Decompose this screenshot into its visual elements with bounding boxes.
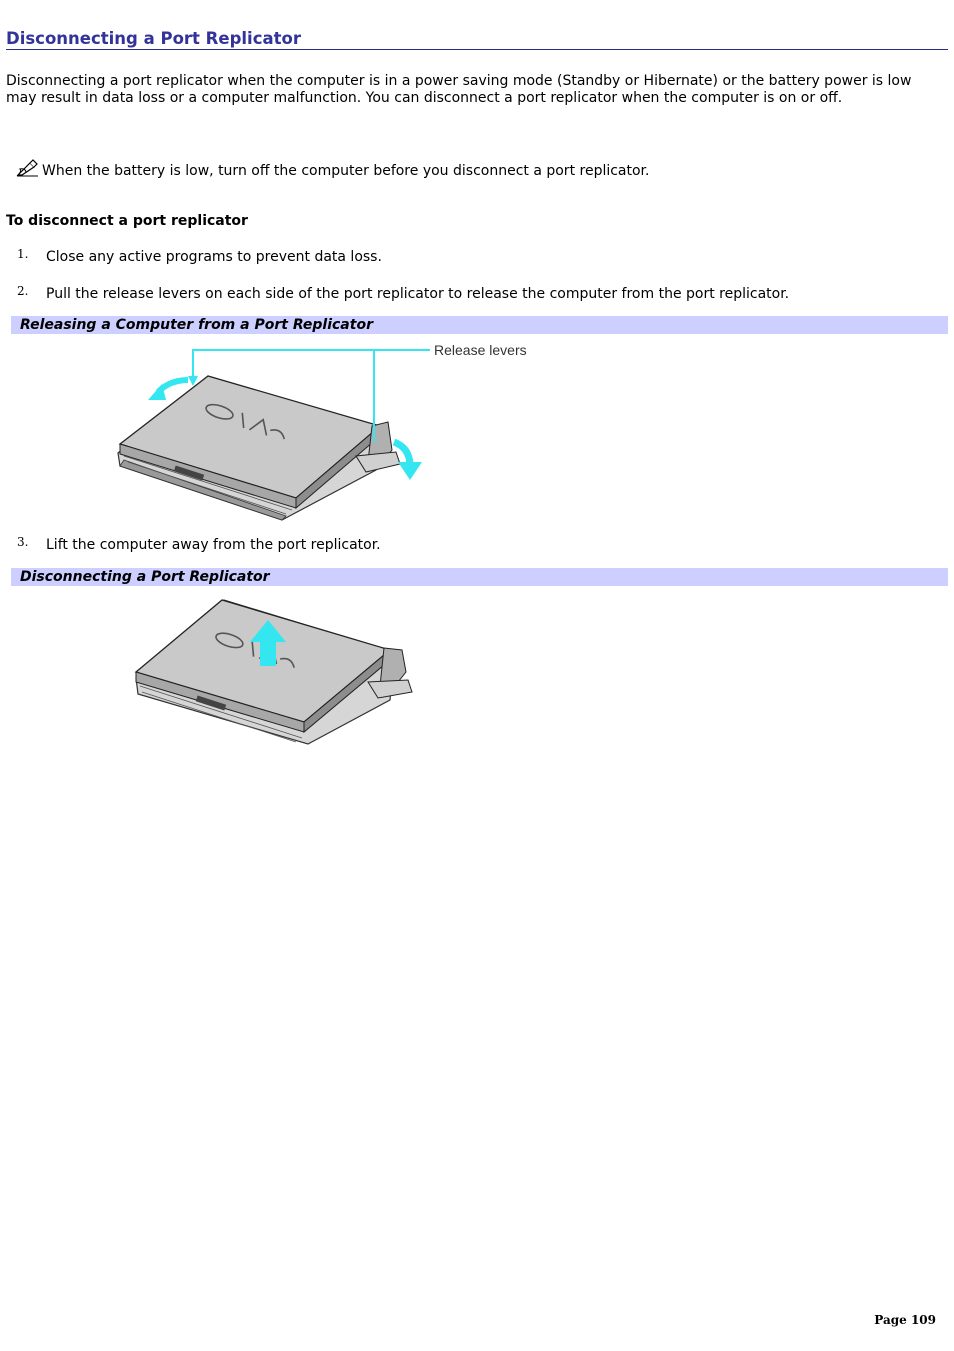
note-pencil-icon [16,159,40,182]
figure-caption: Releasing a Computer from a Port Replicator [11,316,948,334]
step-number: 2. [17,284,29,298]
release-levers-callout: Release levers [434,342,527,358]
step-text: Pull the release levers on each side of the port replicator to release the computer from the port replicator. [46,286,790,302]
releasing-computer-illustration [110,338,560,524]
figure-caption: Disconnecting a Port Replicator [11,568,948,586]
step-text: Close any active programs to prevent data loss. [46,249,382,265]
note-text: When the battery is low, turn off the computer before you disconnect a port replicator. [42,163,650,179]
procedure-heading: To disconnect a port replicator [6,213,248,229]
note [16,159,649,182]
step-number: 3. [17,535,29,549]
intro-paragraph: Disconnecting a port replicator when the computer is in a power saving mode (Standby or Hibernate) or the battery power is low may result in data loss or a computer malfunction. You can disconnect a port replicator when the computer is on or off. [6,73,912,106]
page-title: Disconnecting a Port Replicator [6,29,948,50]
step-number: 1. [17,247,29,261]
step-text: Lift the computer away from the port replicator. [46,537,381,553]
page-number: Page 109 [874,1313,936,1327]
disconnecting-replicator-illustration [128,596,428,748]
